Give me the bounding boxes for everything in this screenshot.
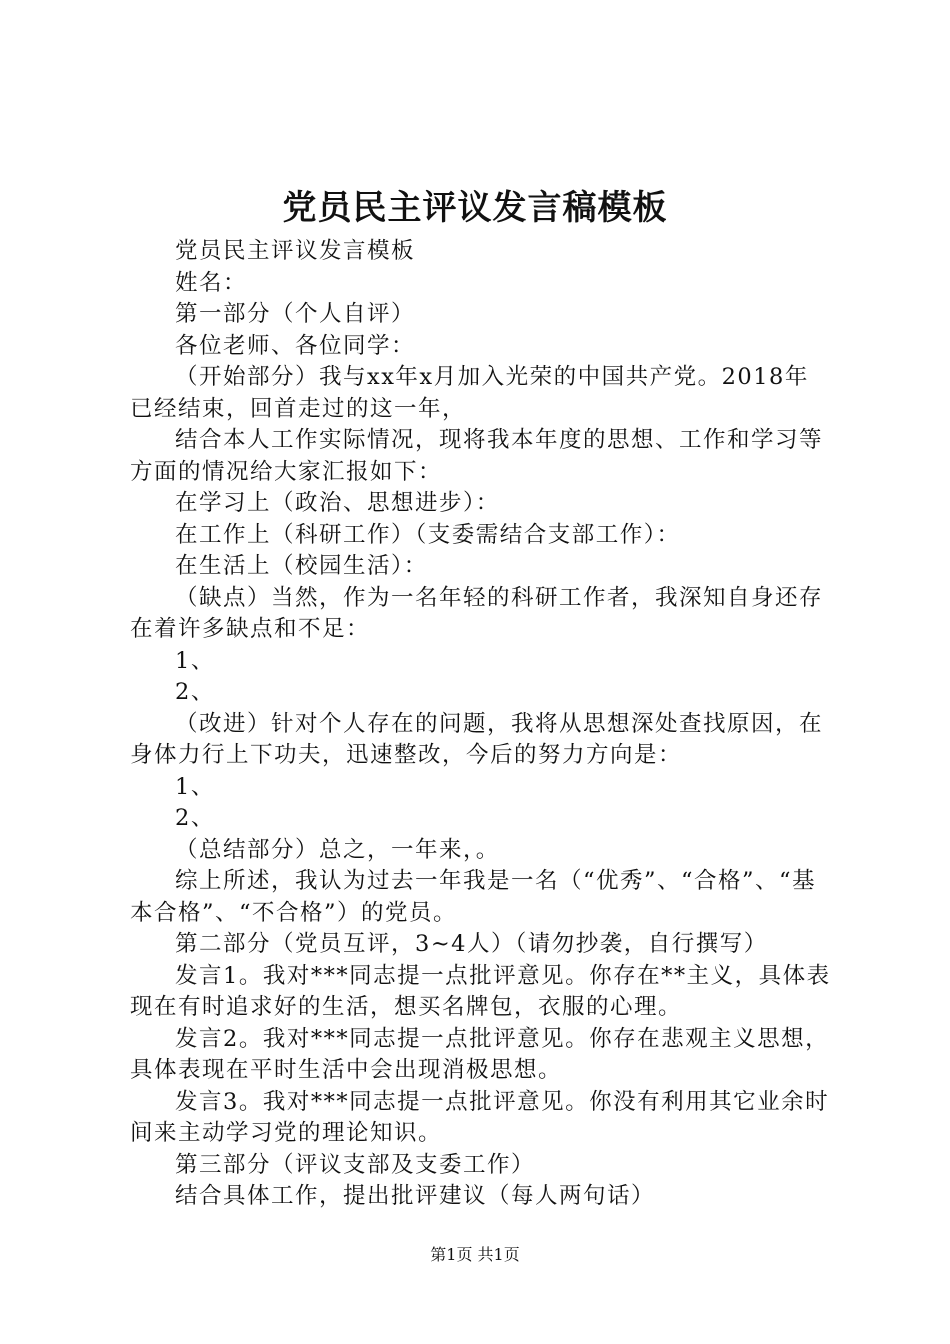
paragraph: 第二部分（党员互评，3~4人）（请勿抄袭，自行撰写） (175, 931, 768, 957)
paragraph: 2、 (175, 805, 215, 831)
paragraph: 各位老师、各位同学： (175, 332, 416, 359)
page-footer: 第1页 共1页 (430, 1245, 520, 1264)
paragraph: （改进）针对个人存在的问题，我将从思想深处查找原因，在身体力行上下功夫，迅速整改，今后的努力方向是： (130, 710, 824, 768)
document-title: 党员民主评议发言稿模板 (282, 188, 668, 228)
paragraph: 在学习上（政治、思想进步）： (175, 490, 500, 516)
paragraph: （缺点）当然，作为一名年轻的科研工作者，我深知自身还存在着许多缺点和不足： (130, 584, 824, 642)
paragraph: 2、 (175, 679, 215, 705)
paragraph: 结合本人工作实际情况，现将我本年度的思想、工作和学习等方面的情况给大家汇报如下： (130, 427, 824, 485)
paragraph: 综上所述，我认为过去一年我是一名（“优秀”、“合格”、“基本合格”、“不合格”）的党员。 (130, 868, 817, 926)
paragraph: 党员民主评议发言模板 (175, 238, 416, 264)
paragraph: 第一部分（个人自评） (175, 301, 416, 327)
paragraph: 发言3。我对***同志提一点批评意见。你没有利用其它业余时间来主动学习党的理论知识。 (130, 1088, 830, 1146)
paragraph: 发言2。我对***同志提一点批评意见。你存在悲观主义思想，具体表现在平时生活中会出现消极思想。 (130, 1025, 830, 1083)
paragraph: 1、 (175, 773, 215, 800)
document-body (130, 236, 832, 1213)
paragraph: 在生活上（校园生活）： (175, 553, 428, 579)
paragraph: 结合具体工作，提出批评建议（每人两句话） (175, 1183, 656, 1209)
paragraph: 在工作上（科研工作）（支委需结合支部工作）： (175, 521, 681, 548)
paragraph: 1、 (175, 647, 215, 674)
paragraph: 姓名： (175, 269, 248, 296)
paragraph: 第三部分（评议支部及支委工作） (175, 1151, 536, 1178)
paragraph: （开始部分）我与xx年x月加入光荣的中国共产党。2018年已经结束，回首走过的这一年， (130, 364, 809, 422)
paragraph: 发言1。我对***同志提一点批评意见。你存在**主义，具体表现在有时追求好的生活，想买名牌包，衣服的心理。 (130, 962, 831, 1020)
paragraph: （总结部分）总之，一年来，。 (175, 836, 500, 863)
